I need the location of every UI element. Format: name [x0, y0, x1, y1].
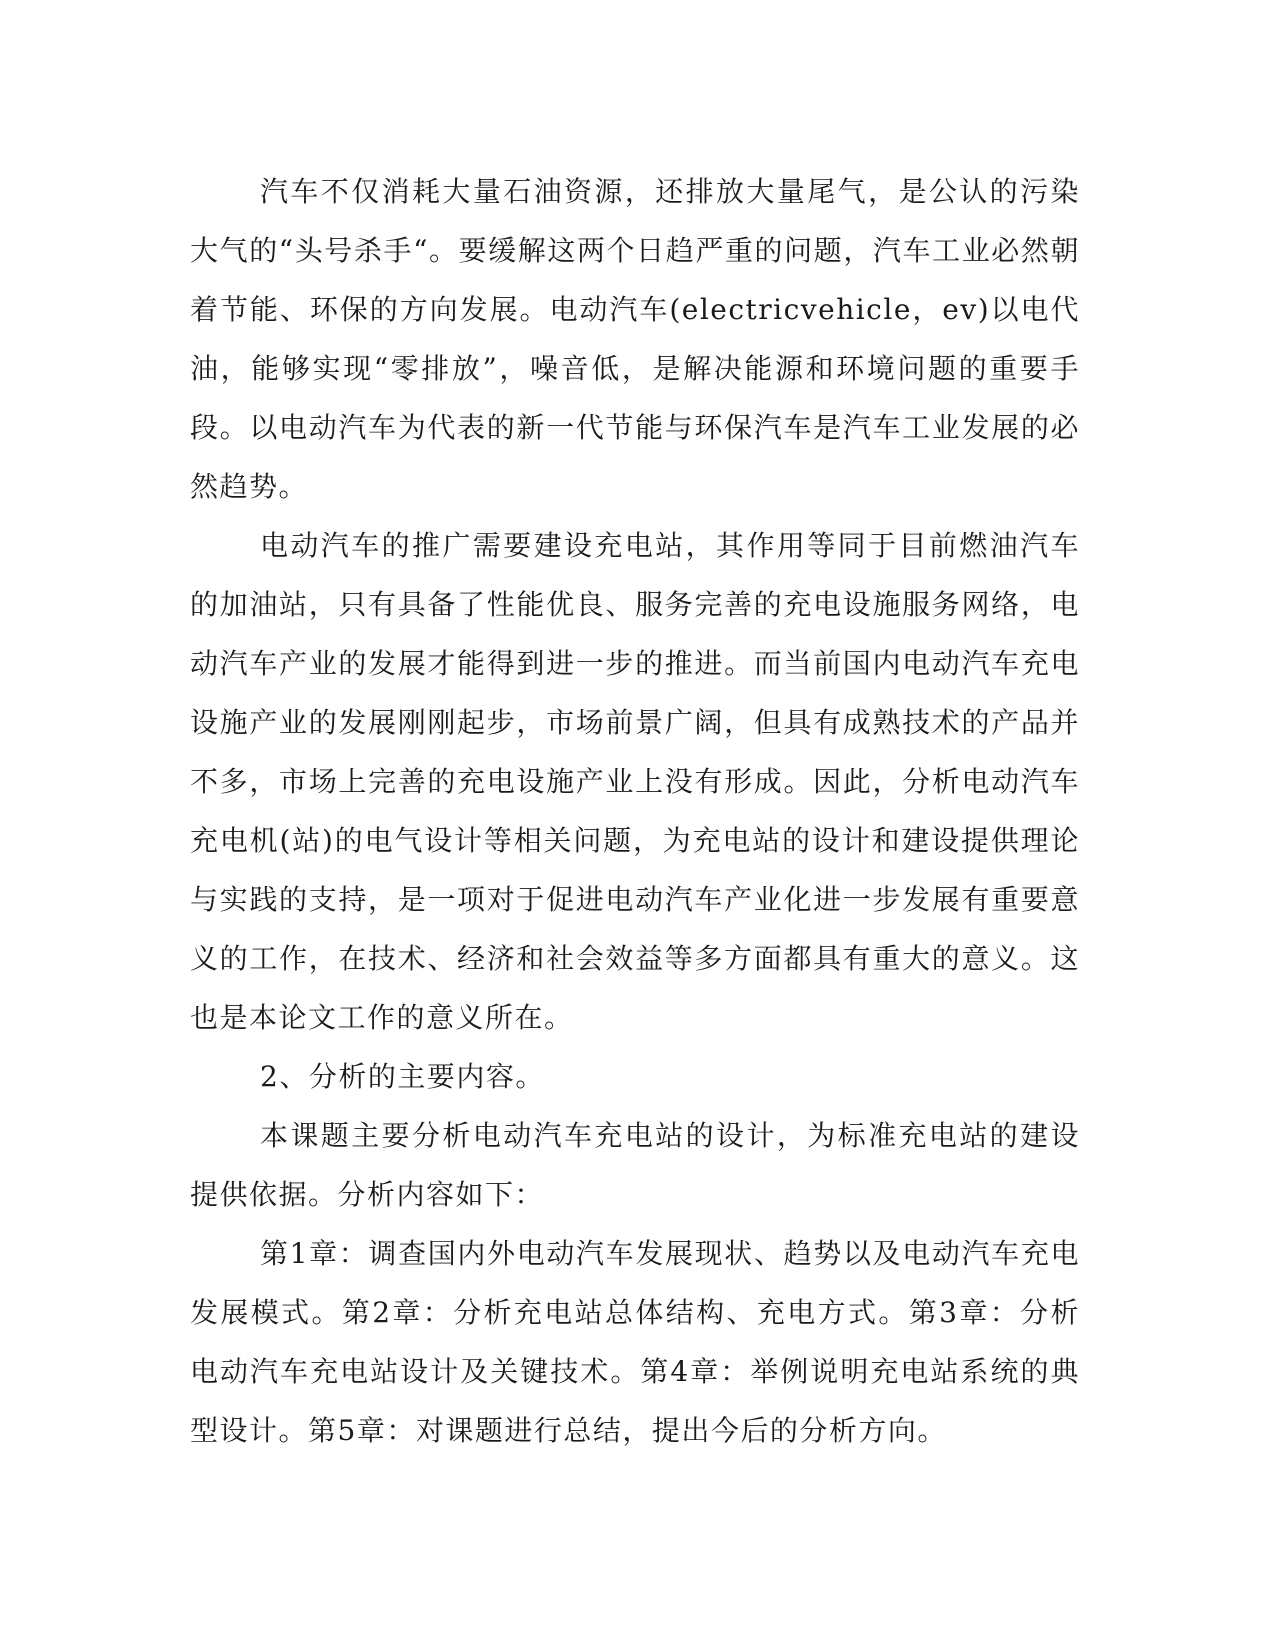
- paragraph-background: 汽车不仅消耗大量石油资源，还排放大量尾气，是公认的污染大气的“头号杀手“。要缓解这两个日趋严重的问题，汽车工业必然朝着节能、环保的方向发展。电动汽车(electricvehicle，ev)以电代油，能够实现“零排放”，噪音低，是解决能源和环境问题的重要手段。以电动汽车为代表的新一代节能与环保汽车是汽车工业发展的必然趋势。: [190, 175, 1080, 503]
- document-body: [190, 162, 1080, 1460]
- paragraph-chapter-outline: 第1章：调查国内外电动汽车发展现状、趋势以及电动汽车充电发展模式。第2章：分析充电站总体结构、充电方式。第3章：分析电动汽车充电站设计及关键技术。第4章：举例说明充电站系统的典型设计。第5章：对课题进行总结，提出今后的分析方向。: [190, 1237, 1080, 1447]
- section-heading-main-content: 2、分析的主要内容。: [260, 1060, 545, 1093]
- paragraph-topic-intro: 本课题主要分析电动汽车充电站的设计，为标准充电站的建设提供依据。分析内容如下：: [190, 1119, 1080, 1211]
- paragraph-significance: 电动汽车的推广需要建设充电站，其作用等同于目前燃油汽车的加油站，只有具备了性能优良、服务完善的充电设施服务网络，电动汽车产业的发展才能得到进一步的推进。而当前国内电动汽车充电设施产业的发展刚刚起步，市场前景广阔，但具有成熟技术的产品并不多，市场上完善的充电设施产业上没有形成。因此，分析电动汽车充电机(站)的电气设计等相关问题，为充电站的设计和建设提供理论与实践的支持，是一项对于促进电动汽车产业化进一步发展有重要意义的工作，在技术、经济和社会效益等多方面都具有重大的意义。这也是本论文工作的意义所在。: [190, 529, 1080, 1034]
